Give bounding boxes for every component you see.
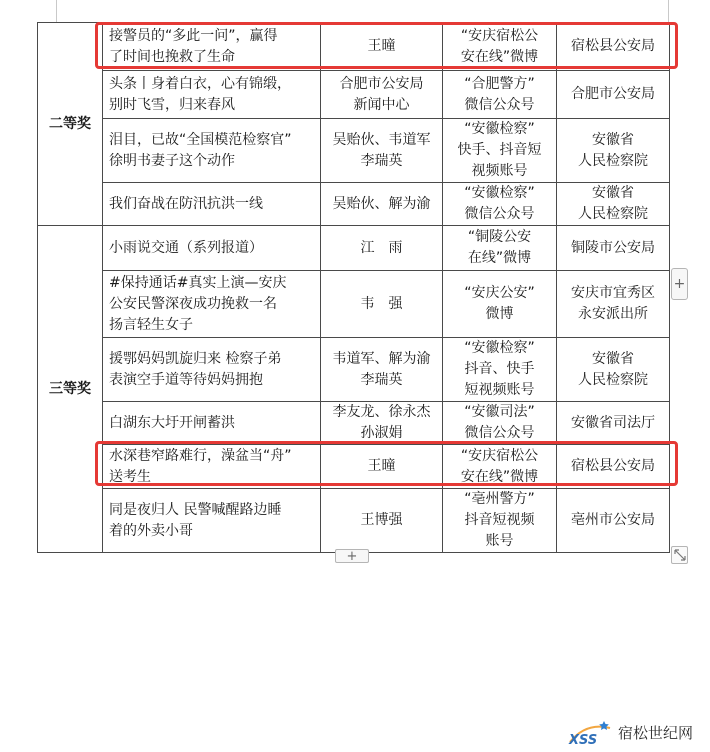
author-cell[interactable]: 王曈 xyxy=(321,23,443,71)
table-row[interactable] xyxy=(38,183,670,226)
author-cell[interactable]: 吴贻伙、解为渝 xyxy=(321,183,443,226)
platform-cell[interactable]: “安庆宿松公 安在线”微博 xyxy=(443,445,557,489)
unit-cell[interactable]: 铜陵市公安局 xyxy=(557,226,670,271)
unit-cell[interactable]: 安徽省 人民检察院 xyxy=(557,338,670,402)
author-cell[interactable]: 王曈 xyxy=(321,445,443,489)
table-row[interactable] xyxy=(38,71,670,119)
platform-cell[interactable]: “安庆宿松公 安在线”微博 xyxy=(443,23,557,71)
work-title-cell[interactable]: 白湖东大圩开闸蓄洪 xyxy=(103,402,321,445)
author-cell[interactable]: 李友龙、徐永杰 孙淑娟 xyxy=(321,402,443,445)
platform-cell[interactable]: “安徽司法” 微信公众号 xyxy=(443,402,557,445)
platform-cell[interactable]: “安徽检察” 抖音、快手 短视频账号 xyxy=(443,338,557,402)
work-title-cell[interactable]: 同是夜归人 民警喊醒路边睡 着的外卖小哥 xyxy=(103,489,321,553)
work-title-cell[interactable]: 援鄂妈妈凯旋归来 检察子弟 表演空手道等待妈妈拥抱 xyxy=(103,338,321,402)
table-row[interactable] xyxy=(38,119,670,183)
platform-cell[interactable]: “亳州警方” 抖音短视频 账号 xyxy=(443,489,557,553)
author-cell[interactable]: 合肥市公安局 新闻中心 xyxy=(321,71,443,119)
work-title-cell[interactable]: #保持通话#真实上演—安庆 公安民警深夜成功挽救一名 扬言轻生女子 xyxy=(103,271,321,338)
platform-cell[interactable]: “合肥警方” 微信公众号 xyxy=(443,71,557,119)
unit-cell[interactable]: 亳州市公安局 xyxy=(557,489,670,553)
table-row[interactable] xyxy=(38,23,670,71)
table-row[interactable] xyxy=(38,338,670,402)
author-cell[interactable]: 江 雨 xyxy=(321,226,443,271)
table-resize-handle[interactable] xyxy=(671,546,688,564)
watermark-text: 宿松世纪网 xyxy=(618,724,694,742)
site-watermark xyxy=(566,718,706,748)
add-column-button[interactable]: + xyxy=(671,268,688,300)
award-table xyxy=(37,22,670,553)
tier-label-third[interactable]: 三等奖 xyxy=(38,226,103,553)
author-cell[interactable]: 吴贻伙、韦道军 李瑞英 xyxy=(321,119,443,183)
unit-cell[interactable]: 合肥市公安局 xyxy=(557,71,670,119)
site-logo-icon xyxy=(566,718,616,746)
work-title-cell[interactable]: 接警员的“多此一问”，赢得 了时间也挽救了生命 xyxy=(103,23,321,71)
resize-arrows-icon xyxy=(674,549,686,561)
author-cell[interactable]: 王博强 xyxy=(321,489,443,553)
platform-cell[interactable]: “安庆公安” 微博 xyxy=(443,271,557,338)
tier-label-second[interactable]: 二等奖 xyxy=(38,23,103,226)
unit-cell[interactable]: 安徽省 人民检察院 xyxy=(557,119,670,183)
page-margin-guide-left xyxy=(56,0,57,22)
author-cell[interactable]: 韦道军、解为渝 李瑞英 xyxy=(321,338,443,402)
add-row-button[interactable]: + xyxy=(335,549,369,563)
unit-cell[interactable]: 安徽省司法厅 xyxy=(557,402,670,445)
table-row[interactable] xyxy=(38,271,670,338)
work-title-cell[interactable]: 小雨说交通（系列报道） xyxy=(103,226,321,271)
platform-cell[interactable]: “铜陵公安 在线”微博 xyxy=(443,226,557,271)
unit-cell[interactable]: 安徽省 人民检察院 xyxy=(557,183,670,226)
author-cell[interactable]: 韦 强 xyxy=(321,271,443,338)
platform-cell[interactable]: “安徽检察” 快手、抖音短 视频账号 xyxy=(443,119,557,183)
page-margin-guide-right xyxy=(668,0,669,22)
platform-cell[interactable]: “安徽检察” 微信公众号 xyxy=(443,183,557,226)
work-title-cell[interactable]: 水深巷窄路难行，澡盆当“舟” 送考生 xyxy=(103,445,321,489)
table-row[interactable] xyxy=(38,445,670,489)
unit-cell[interactable]: 宿松县公安局 xyxy=(557,23,670,71)
work-title-cell[interactable]: 我们奋战在防汛抗洪一线 xyxy=(103,183,321,226)
work-title-cell[interactable]: 泪目，已故“全国模范检察官” 徐明书妻子这个动作 xyxy=(103,119,321,183)
table-row[interactable] xyxy=(38,402,670,445)
table-row[interactable] xyxy=(38,489,670,553)
svg-text:XSS: XSS xyxy=(569,733,598,746)
unit-cell[interactable]: 宿松县公安局 xyxy=(557,445,670,489)
work-title-cell[interactable]: 头条丨身着白衣，心有锦缎， 别时飞雪，归来春风 xyxy=(103,71,321,119)
table-row[interactable] xyxy=(38,226,670,271)
unit-cell[interactable]: 安庆市宜秀区 永安派出所 xyxy=(557,271,670,338)
